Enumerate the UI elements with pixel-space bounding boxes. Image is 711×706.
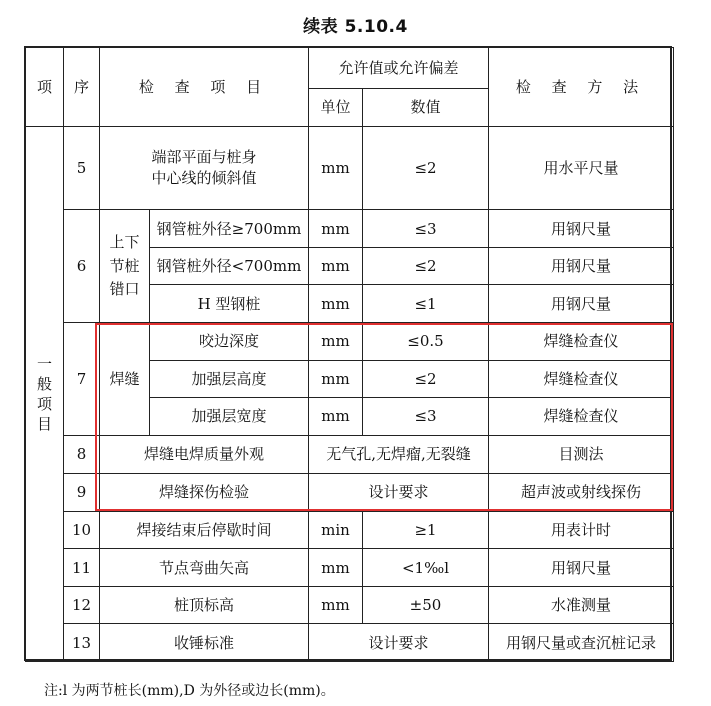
unit-cell: mm — [309, 127, 363, 210]
unit-cell: mm — [309, 398, 363, 436]
value-cell: ≤1 — [363, 285, 489, 323]
value-cell: ≤3 — [363, 398, 489, 436]
header-seq: 序 — [64, 48, 100, 127]
check-item-cell: 节点弯曲矢高 — [100, 549, 309, 587]
inspection-table — [25, 47, 674, 662]
check-item-cell: 加强层高度 — [150, 360, 309, 398]
check-item-cell: H 型钢桩 — [150, 285, 309, 323]
check-item-cell: 端部平面与桩身 中心线的倾斜值 — [100, 127, 309, 210]
table-title: 续表 5.10.4 — [303, 17, 408, 37]
method-cell: 用钢尺量或查沉桩记录 — [489, 624, 674, 662]
method-cell: 用钢尺量 — [489, 210, 674, 248]
table-row-13 — [26, 624, 674, 662]
check-item-cell: 加强层宽度 — [150, 398, 309, 436]
header-row-1 — [26, 48, 674, 89]
unit-cell: mm — [309, 323, 363, 361]
seq-cell: 8 — [64, 435, 100, 474]
unit-cell: mm — [309, 247, 363, 285]
unit-cell: mm — [309, 586, 363, 624]
value-cell: ≤2 — [363, 127, 489, 210]
value-cell: <1‰l — [363, 549, 489, 587]
check-item-cell: 钢管桩外径<700mm — [150, 247, 309, 285]
check-item-cell: 焊缝探伤检验 — [100, 474, 309, 512]
allowance-cell: 设计要求 — [309, 624, 489, 662]
seq-cell: 13 — [64, 624, 100, 662]
method-cell: 目测法 — [489, 435, 674, 474]
seq-cell: 7 — [64, 323, 100, 436]
value-cell: ≤2 — [363, 247, 489, 285]
seq-cell: 12 — [64, 586, 100, 624]
method-cell: 用钢尺量 — [489, 285, 674, 323]
seq-cell: 10 — [64, 511, 100, 549]
check-item-cell: 桩顶标高 — [100, 586, 309, 624]
method-cell: 焊缝检查仪 — [489, 323, 674, 361]
header-check-item: 检 查 项 目 — [100, 48, 309, 127]
check-item-cell: 焊缝电焊质量外观 — [100, 435, 309, 474]
check-item-cell: 收锤标准 — [100, 624, 309, 662]
allowance-cell: 无气孔,无焊瘤,无裂缝 — [309, 435, 489, 474]
value-cell: ≤2 — [363, 360, 489, 398]
method-cell: 用水平尺量 — [489, 127, 674, 210]
method-cell: 水准测量 — [489, 586, 674, 624]
unit-cell: mm — [309, 210, 363, 248]
table-row-12 — [26, 586, 674, 624]
method-cell: 用钢尺量 — [489, 247, 674, 285]
table-row-6a — [26, 210, 674, 248]
check-item-cell: 焊接结束后停歇时间 — [100, 511, 309, 549]
method-cell: 用表计时 — [489, 511, 674, 549]
method-cell: 用钢尺量 — [489, 549, 674, 587]
check-item-cell: 钢管桩外径≥700mm — [150, 210, 309, 248]
check-item-cell: 咬边深度 — [150, 323, 309, 361]
header-allowance: 允许值或允许偏差 — [309, 48, 489, 89]
allowance-cell: 设计要求 — [309, 474, 489, 512]
method-cell: 焊缝检查仪 — [489, 360, 674, 398]
table-row-7a — [26, 323, 674, 361]
header-unit: 单位 — [309, 88, 363, 127]
table-row-10 — [26, 511, 674, 549]
table-row-5 — [26, 127, 674, 210]
unit-cell: mm — [309, 285, 363, 323]
seq-cell: 6 — [64, 210, 100, 323]
seq-cell: 11 — [64, 549, 100, 587]
footnote: 注:l 为两节桩长(mm),D 为外径或边长(mm)。 — [44, 683, 335, 699]
header-item: 项 — [26, 48, 64, 127]
value-cell: ±50 — [363, 586, 489, 624]
value-cell: ≤0.5 — [363, 323, 489, 361]
seq-cell: 9 — [64, 474, 100, 512]
group-pile-joint-offset: 上下 节桩 错口 — [100, 210, 150, 323]
value-cell: ≥1 — [363, 511, 489, 549]
table-row-9 — [26, 474, 674, 512]
header-value: 数值 — [363, 88, 489, 127]
seq-cell: 5 — [64, 127, 100, 210]
unit-cell: min — [309, 511, 363, 549]
method-cell: 超声波或射线探伤 — [489, 474, 674, 512]
value-cell: ≤3 — [363, 210, 489, 248]
unit-cell: mm — [309, 549, 363, 587]
group-weld: 焊缝 — [100, 323, 150, 436]
header-method: 检 查 方 法 — [489, 48, 674, 127]
table-row-11 — [26, 549, 674, 587]
unit-cell: mm — [309, 360, 363, 398]
method-cell: 焊缝检查仪 — [489, 398, 674, 436]
category-general-items: 一 般 项 目 — [26, 127, 64, 662]
table-row-8 — [26, 435, 674, 474]
